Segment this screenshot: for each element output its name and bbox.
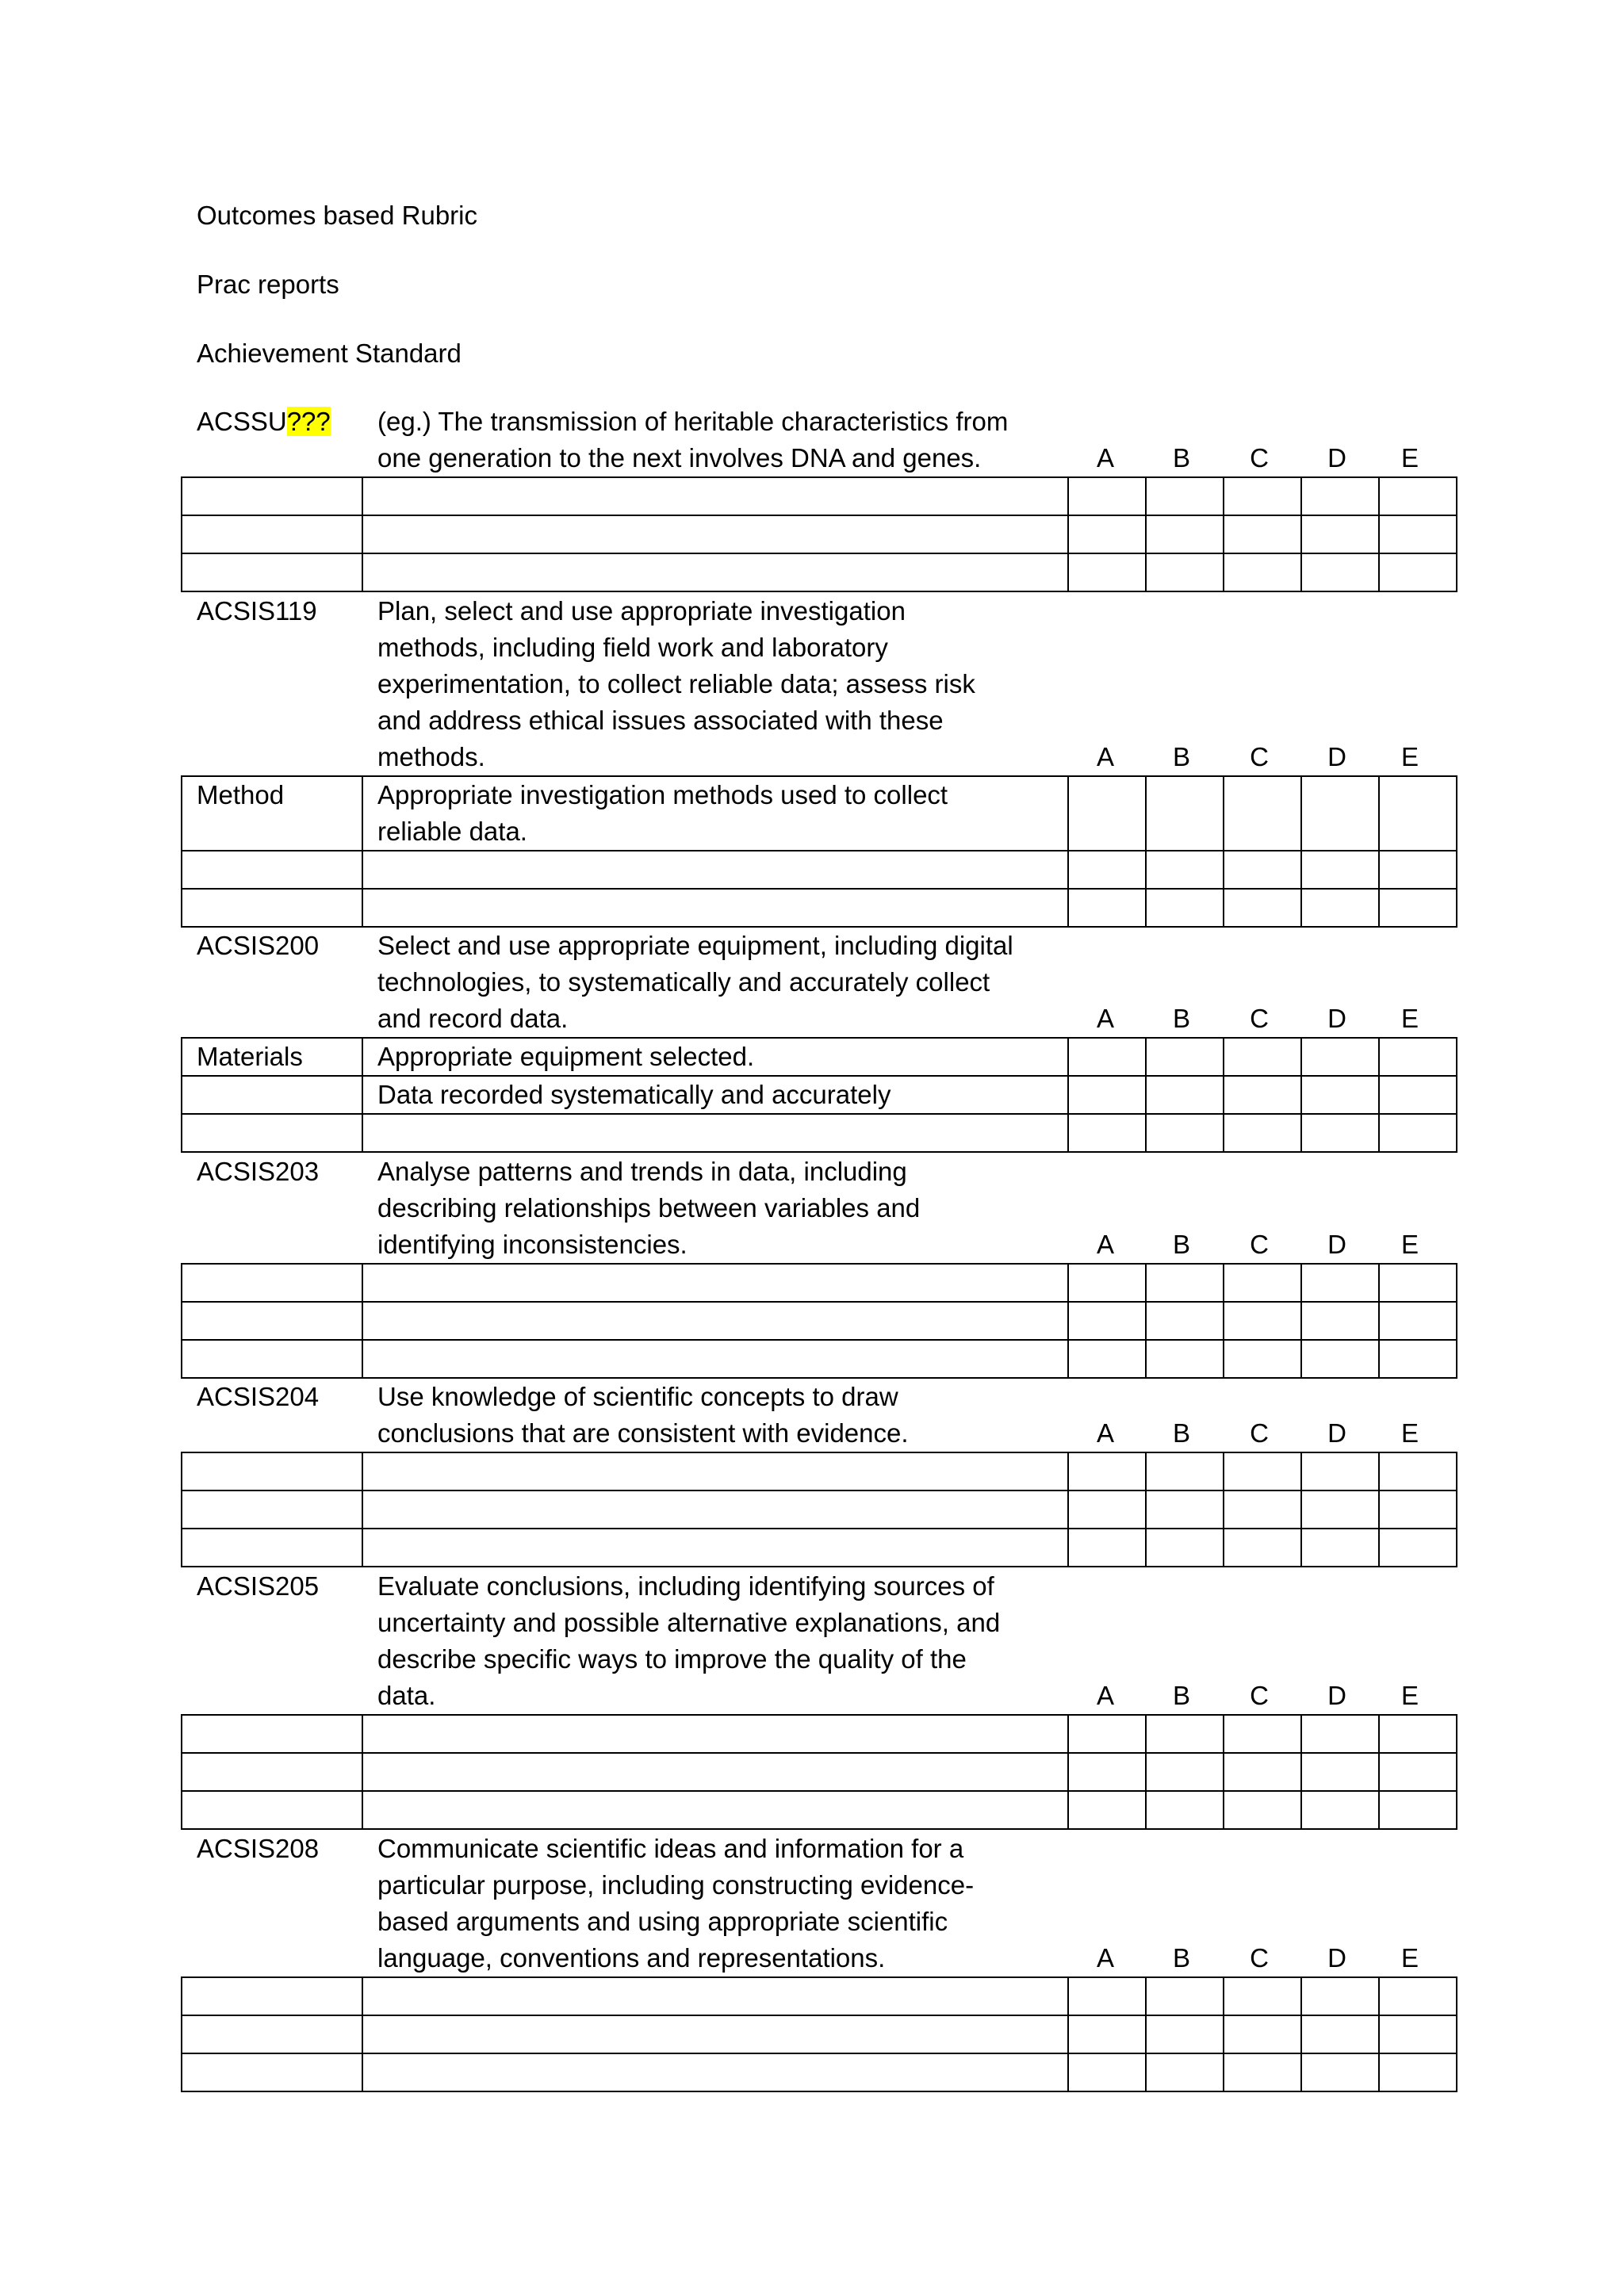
rubric-row	[182, 776, 1457, 851]
grade-cell-d[interactable]	[1301, 515, 1379, 553]
outcome-description-line: (eg.) The transmission of heritable characteristics from	[377, 407, 1009, 436]
outcome-description-row	[181, 1568, 1445, 1714]
outcome-description-row	[181, 593, 1445, 775]
criterion-description-cell[interactable]	[362, 1715, 1068, 1753]
grade-cell-a[interactable]	[1068, 1977, 1146, 2015]
criterion-label-cell[interactable]	[182, 515, 362, 553]
grade-label-c: C	[1250, 443, 1269, 473]
grade-cell-b[interactable]	[1146, 1264, 1224, 1302]
grade-label-d: D	[1327, 1681, 1346, 1710]
rubric-grid	[181, 1452, 1457, 1567]
grade-cell-c[interactable]	[1224, 889, 1301, 927]
grade-cell-b[interactable]	[1146, 515, 1224, 553]
grade-cell-c[interactable]	[1224, 1340, 1301, 1378]
rubric-grid	[181, 1263, 1457, 1379]
grade-cell-c[interactable]	[1224, 553, 1301, 591]
criterion-label-cell[interactable]	[182, 1715, 362, 1753]
grade-cell-d[interactable]	[1301, 1038, 1379, 1076]
rubric-grid	[181, 1714, 1457, 1830]
grade-cell-e[interactable]	[1379, 1977, 1457, 2015]
rubric-row	[182, 889, 1457, 927]
criterion-label-cell[interactable]	[182, 1977, 362, 2015]
criterion-label-cell[interactable]	[182, 1529, 362, 1567]
grade-label-a: A	[1096, 1418, 1114, 1448]
criterion-description-cell[interactable]	[362, 851, 1068, 889]
grade-cell-b[interactable]	[1146, 1753, 1224, 1791]
grade-cell-e[interactable]	[1379, 851, 1457, 889]
grade-label-b: B	[1172, 1681, 1190, 1710]
grade-cell-b[interactable]	[1146, 1302, 1224, 1340]
outcome-description	[377, 1831, 1059, 1976]
grade-cell-b[interactable]	[1146, 851, 1224, 889]
grade-cell-a[interactable]	[1068, 889, 1146, 927]
rubric-row	[182, 1791, 1457, 1829]
grade-cell-e[interactable]	[1379, 2053, 1457, 2091]
criterion-label-cell[interactable]	[182, 1452, 362, 1490]
rubric-row	[182, 515, 1457, 553]
grade-header	[1067, 1415, 1445, 1452]
rubric-grid	[181, 1976, 1457, 2092]
grade-label-c: C	[1250, 742, 1269, 771]
grade-label-d: D	[1327, 1418, 1346, 1448]
grade-cell-c[interactable]	[1224, 1791, 1301, 1829]
grade-cell-a[interactable]	[1068, 851, 1146, 889]
grade-cell-a[interactable]	[1068, 1114, 1146, 1152]
grade-cell-a[interactable]	[1068, 776, 1146, 851]
achievement-standard-label: Achievement Standard	[197, 339, 462, 368]
outcome-description-line: based arguments and using appropriate scientific	[377, 1907, 948, 1936]
rubric-section	[181, 928, 1445, 1153]
rubric-row	[182, 1490, 1457, 1529]
rubric-row	[182, 1264, 1457, 1302]
rubric-row	[182, 477, 1457, 515]
grade-cell-d[interactable]	[1301, 1753, 1379, 1791]
grade-cell-c[interactable]	[1224, 1076, 1301, 1114]
criterion-description-cell[interactable]	[362, 889, 1068, 927]
outcome-description-line: identifying inconsistencies.	[377, 1230, 688, 1259]
rubric-row	[182, 553, 1457, 591]
grade-label-e: E	[1400, 1681, 1419, 1710]
criterion-line: reliable data.	[377, 817, 527, 846]
grade-cell-b[interactable]	[1146, 776, 1224, 851]
outcome-description-line: describe specific ways to improve the quality of the	[377, 1644, 967, 1674]
grade-cell-a[interactable]	[1068, 515, 1146, 553]
outcome-description	[377, 593, 1059, 775]
criterion-label-cell[interactable]	[182, 1791, 362, 1829]
outcome-description-row	[181, 928, 1445, 1037]
grade-cell-e[interactable]	[1379, 1264, 1457, 1302]
grade-cell-a[interactable]	[1068, 1264, 1146, 1302]
grade-label-b: B	[1172, 443, 1190, 473]
grade-cell-d[interactable]	[1301, 1114, 1379, 1152]
criterion-label-cell[interactable]: Materials	[182, 1038, 362, 1076]
outcome-description-line: methods.	[377, 742, 485, 771]
rubric-row	[182, 1114, 1457, 1152]
grade-cell-b[interactable]	[1146, 1452, 1224, 1490]
grade-cell-a[interactable]	[1068, 553, 1146, 591]
criterion-description-cell[interactable]	[362, 1114, 1068, 1152]
criterion-description-cell[interactable]	[362, 1977, 1068, 2015]
grade-label-e: E	[1400, 742, 1419, 771]
criterion-label-cell[interactable]	[182, 1490, 362, 1529]
grade-cell-c[interactable]	[1224, 1114, 1301, 1152]
grade-label-a: A	[1096, 1004, 1114, 1033]
grade-label-a: A	[1096, 742, 1114, 771]
criterion-label-cell[interactable]	[182, 1264, 362, 1302]
grade-cell-d[interactable]	[1301, 1490, 1379, 1529]
criterion-label-cell[interactable]	[182, 2015, 362, 2053]
outcome-description-line: technologies, to systematically and accurately collect	[377, 967, 990, 997]
criterion-label-cell[interactable]	[182, 1076, 362, 1114]
outcome-code	[197, 593, 317, 629]
grade-cell-c[interactable]	[1224, 776, 1301, 851]
rubric-row	[182, 851, 1457, 889]
grade-cell-c[interactable]	[1224, 851, 1301, 889]
criterion-description-cell[interactable]	[362, 1753, 1068, 1791]
grade-label-c: C	[1250, 1004, 1269, 1033]
criterion-label-cell[interactable]	[182, 1340, 362, 1378]
grade-cell-a[interactable]	[1068, 2015, 1146, 2053]
rubric-row	[182, 1340, 1457, 1378]
rubric-section	[181, 1379, 1445, 1567]
grade-cell-a[interactable]	[1068, 1753, 1146, 1791]
grade-cell-b[interactable]	[1146, 1076, 1224, 1114]
grade-cell-e[interactable]	[1379, 2015, 1457, 2053]
outcome-code-highlight: ???	[286, 407, 331, 436]
grade-cell-e[interactable]	[1379, 776, 1457, 851]
criterion-label-cell[interactable]	[182, 1302, 362, 1340]
grade-cell-e[interactable]	[1379, 1529, 1457, 1567]
outcome-description-line: data.	[377, 1681, 436, 1710]
criterion-description-cell[interactable]	[362, 515, 1068, 553]
grade-cell-c[interactable]	[1224, 1529, 1301, 1567]
rubric-grid	[181, 775, 1457, 928]
grade-cell-c[interactable]	[1224, 2053, 1301, 2091]
grade-cell-a[interactable]	[1068, 1791, 1146, 1829]
grade-cell-d[interactable]	[1301, 477, 1379, 515]
grade-cell-d[interactable]	[1301, 851, 1379, 889]
document-title: Outcomes based Rubric	[197, 201, 477, 230]
outcome-code-text: ACSSU	[197, 407, 287, 436]
rubric-row	[182, 1529, 1457, 1567]
grade-header	[1067, 440, 1445, 476]
outcome-code	[197, 1379, 319, 1415]
grade-cell-c[interactable]	[1224, 1490, 1301, 1529]
rubric-row	[182, 2015, 1457, 2053]
outcome-description-line: Select and use appropriate equipment, including digital	[377, 931, 1013, 960]
outcome-description-line: Evaluate conclusions, including identifying sources of	[377, 1571, 994, 1601]
grade-cell-a[interactable]	[1068, 1715, 1146, 1753]
outcome-description-row	[181, 1379, 1445, 1452]
grade-cell-b[interactable]	[1146, 1977, 1224, 2015]
grade-label-a: A	[1096, 443, 1114, 473]
grade-cell-e[interactable]	[1379, 1791, 1457, 1829]
outcome-code-text: ACSIS119	[197, 596, 317, 626]
grade-label-b: B	[1172, 1943, 1190, 1973]
grade-label-e: E	[1400, 443, 1419, 473]
outcome-description-line: Use knowledge of scientific concepts to draw	[377, 1382, 898, 1411]
outcome-description	[377, 404, 1059, 476]
criterion-description-cell[interactable]	[362, 477, 1068, 515]
grade-cell-c[interactable]	[1224, 477, 1301, 515]
grade-cell-e[interactable]	[1379, 889, 1457, 927]
outcome-description	[377, 1154, 1059, 1263]
grade-label-a: A	[1096, 1681, 1114, 1710]
grade-label-d: D	[1327, 1004, 1346, 1033]
grade-cell-d[interactable]	[1301, 1076, 1379, 1114]
outcome-code	[197, 928, 319, 964]
grade-label-b: B	[1172, 1004, 1190, 1033]
grade-header	[1067, 1226, 1445, 1263]
criterion-line: Appropriate equipment selected.	[377, 1042, 755, 1071]
outcome-description-line: experimentation, to collect reliable data; assess risk	[377, 669, 975, 698]
grade-cell-e[interactable]	[1379, 1715, 1457, 1753]
outcome-description-line: Analyse patterns and trends in data, including	[377, 1157, 907, 1186]
criterion-description-cell[interactable]	[362, 553, 1068, 591]
criterion-line: Appropriate investigation methods used to collect	[377, 780, 948, 809]
criterion-description-cell[interactable]	[362, 1452, 1068, 1490]
criterion-description-cell[interactable]	[362, 776, 1068, 851]
grade-cell-c[interactable]	[1224, 1715, 1301, 1753]
criterion-description-cell[interactable]	[362, 2015, 1068, 2053]
outcome-description	[377, 1379, 1059, 1452]
grade-label-c: C	[1250, 1418, 1269, 1448]
grade-cell-c[interactable]	[1224, 1753, 1301, 1791]
criterion-label-cell[interactable]	[182, 553, 362, 591]
grade-cell-b[interactable]	[1146, 1529, 1224, 1567]
outcome-code	[197, 1568, 319, 1605]
outcome-code	[197, 404, 331, 440]
grade-cell-c[interactable]	[1224, 1038, 1301, 1076]
criterion-label-cell[interactable]: Method	[182, 776, 362, 851]
grade-cell-a[interactable]	[1068, 1452, 1146, 1490]
outcome-description-line: conclusions that are consistent with evidence.	[377, 1418, 909, 1448]
outcome-description-line: Plan, select and use appropriate investigation	[377, 596, 906, 626]
grade-cell-b[interactable]	[1146, 553, 1224, 591]
grade-label-c: C	[1250, 1681, 1269, 1710]
grade-label-d: D	[1327, 1230, 1346, 1259]
grade-cell-d[interactable]	[1301, 1452, 1379, 1490]
rubric-section	[181, 593, 1445, 928]
grade-label-e: E	[1400, 1943, 1419, 1973]
grade-cell-b[interactable]	[1146, 1038, 1224, 1076]
grade-cell-c[interactable]	[1224, 1302, 1301, 1340]
grade-label-c: C	[1250, 1943, 1269, 1973]
outcome-description-line: particular purpose, including constructing evidence-	[377, 1870, 975, 1900]
grade-cell-d[interactable]	[1301, 776, 1379, 851]
criterion-label-cell[interactable]	[182, 1114, 362, 1152]
grade-cell-d[interactable]	[1301, 1791, 1379, 1829]
document-subtitle: Prac reports	[197, 270, 339, 299]
outcome-description-line: and record data.	[377, 1004, 569, 1033]
grade-cell-e[interactable]	[1379, 1753, 1457, 1791]
grade-cell-d[interactable]	[1301, 1264, 1379, 1302]
outcome-code-text: ACSIS208	[197, 1834, 320, 1863]
criterion-label-cell[interactable]	[182, 851, 362, 889]
grade-label-e: E	[1400, 1418, 1419, 1448]
criterion-label-cell[interactable]	[182, 2053, 362, 2091]
outcome-description-line: one generation to the next involves DNA and genes.	[377, 443, 982, 473]
grade-cell-e[interactable]	[1379, 515, 1457, 553]
grade-cell-e[interactable]	[1379, 1452, 1457, 1490]
grade-cell-b[interactable]	[1146, 1490, 1224, 1529]
rubric-row	[182, 2053, 1457, 2091]
grade-label-d: D	[1327, 742, 1346, 771]
outcome-code-text: ACSIS204	[197, 1382, 320, 1411]
grade-cell-b[interactable]	[1146, 2015, 1224, 2053]
grade-cell-e[interactable]	[1379, 1302, 1457, 1340]
rubric-section	[181, 1154, 1445, 1379]
criterion-description-cell[interactable]	[362, 1529, 1068, 1567]
criterion-description-cell[interactable]	[362, 1340, 1068, 1378]
outcome-description-line: methods, including field work and laboratory	[377, 633, 888, 662]
criterion-label-cell[interactable]	[182, 477, 362, 515]
grade-cell-a[interactable]	[1068, 1076, 1146, 1114]
grade-cell-a[interactable]	[1068, 1529, 1146, 1567]
grade-cell-e[interactable]	[1379, 1038, 1457, 1076]
grade-cell-a[interactable]	[1068, 2053, 1146, 2091]
grade-cell-c[interactable]	[1224, 2015, 1301, 2053]
outcome-description	[377, 1568, 1059, 1714]
criterion-description-cell[interactable]	[362, 1264, 1068, 1302]
grade-header	[1067, 1678, 1445, 1714]
rubric-section	[181, 1831, 1445, 2092]
grade-cell-a[interactable]	[1068, 1302, 1146, 1340]
rubric-row	[182, 1977, 1457, 2015]
criterion-description-cell[interactable]	[362, 1490, 1068, 1529]
grade-cell-d[interactable]	[1301, 889, 1379, 927]
outcome-description	[377, 928, 1059, 1037]
grade-cell-d[interactable]	[1301, 2053, 1379, 2091]
outcome-code	[197, 1831, 319, 1867]
grade-label-b: B	[1172, 742, 1190, 771]
grade-cell-b[interactable]	[1146, 1340, 1224, 1378]
outcome-description-row	[181, 404, 1445, 476]
outcome-description-row	[181, 1831, 1445, 1976]
grade-cell-b[interactable]	[1146, 1114, 1224, 1152]
outcome-description-row	[181, 1154, 1445, 1263]
criterion-description-cell[interactable]	[362, 2053, 1068, 2091]
grade-cell-b[interactable]	[1146, 2053, 1224, 2091]
grade-header	[1067, 739, 1445, 775]
grade-cell-d[interactable]	[1301, 1302, 1379, 1340]
outcome-description-line: and address ethical issues associated with these	[377, 706, 944, 735]
rubric-grid	[181, 476, 1457, 592]
rubric-row	[182, 1302, 1457, 1340]
grade-cell-d[interactable]	[1301, 1529, 1379, 1567]
rubric-section	[181, 1568, 1445, 1830]
grade-cell-b[interactable]	[1146, 477, 1224, 515]
criterion-description-cell[interactable]	[362, 1791, 1068, 1829]
grade-cell-b[interactable]	[1146, 1715, 1224, 1753]
outcome-description-line: language, conventions and representations.	[377, 1943, 886, 1973]
grade-cell-b[interactable]	[1146, 889, 1224, 927]
criterion-description-cell[interactable]	[362, 1076, 1068, 1114]
rubric-row	[182, 1076, 1457, 1114]
grade-label-e: E	[1400, 1230, 1419, 1259]
grade-cell-e[interactable]	[1379, 1076, 1457, 1114]
grade-header	[1067, 1001, 1445, 1037]
criterion-description-cell[interactable]	[362, 1302, 1068, 1340]
grade-cell-c[interactable]	[1224, 1452, 1301, 1490]
rubric-row	[182, 1715, 1457, 1753]
grade-label-b: B	[1172, 1230, 1190, 1259]
grade-label-e: E	[1400, 1004, 1419, 1033]
grade-cell-a[interactable]	[1068, 1340, 1146, 1378]
criterion-line: Data recorded systematically and accurately	[377, 1080, 891, 1109]
rubric-section	[181, 404, 1445, 592]
outcome-description-line: describing relationships between variables and	[377, 1193, 921, 1223]
grade-cell-a[interactable]	[1068, 1038, 1146, 1076]
outcome-code	[197, 1154, 319, 1190]
grade-cell-d[interactable]	[1301, 2015, 1379, 2053]
outcome-description-line: Communicate scientific ideas and information for a	[377, 1834, 964, 1863]
grade-label-c: C	[1250, 1230, 1269, 1259]
grade-cell-a[interactable]	[1068, 477, 1146, 515]
grade-header	[1067, 1940, 1445, 1976]
grade-cell-a[interactable]	[1068, 1490, 1146, 1529]
grade-cell-e[interactable]	[1379, 1114, 1457, 1152]
grade-cell-e[interactable]	[1379, 1340, 1457, 1378]
outcome-description-line: uncertainty and possible alternative explanations, and	[377, 1608, 1001, 1637]
grade-label-b: B	[1172, 1418, 1190, 1448]
grade-cell-c[interactable]	[1224, 515, 1301, 553]
outcome-code-text: ACSIS203	[197, 1157, 320, 1186]
criterion-description-cell[interactable]	[362, 1038, 1068, 1076]
grade-label-d: D	[1327, 1943, 1346, 1973]
grade-cell-d[interactable]	[1301, 1977, 1379, 2015]
criterion-label-cell[interactable]	[182, 889, 362, 927]
grade-label-a: A	[1096, 1943, 1114, 1973]
outcome-code-text: ACSIS200	[197, 931, 320, 960]
grade-cell-e[interactable]	[1379, 553, 1457, 591]
grade-cell-e[interactable]	[1379, 1490, 1457, 1529]
rubric-row	[182, 1038, 1457, 1076]
grade-label-a: A	[1096, 1230, 1114, 1259]
rubric-grid	[181, 1037, 1457, 1153]
grade-cell-d[interactable]	[1301, 553, 1379, 591]
rubric-row	[182, 1452, 1457, 1490]
grade-cell-c[interactable]	[1224, 1977, 1301, 2015]
grade-cell-c[interactable]	[1224, 1264, 1301, 1302]
grade-label-d: D	[1327, 443, 1346, 473]
grade-cell-b[interactable]	[1146, 1791, 1224, 1829]
outcome-code-text: ACSIS205	[197, 1571, 320, 1601]
rubric-row	[182, 1753, 1457, 1791]
grade-cell-e[interactable]	[1379, 477, 1457, 515]
grade-cell-d[interactable]	[1301, 1340, 1379, 1378]
criterion-label-cell[interactable]	[182, 1753, 362, 1791]
grade-cell-d[interactable]	[1301, 1715, 1379, 1753]
